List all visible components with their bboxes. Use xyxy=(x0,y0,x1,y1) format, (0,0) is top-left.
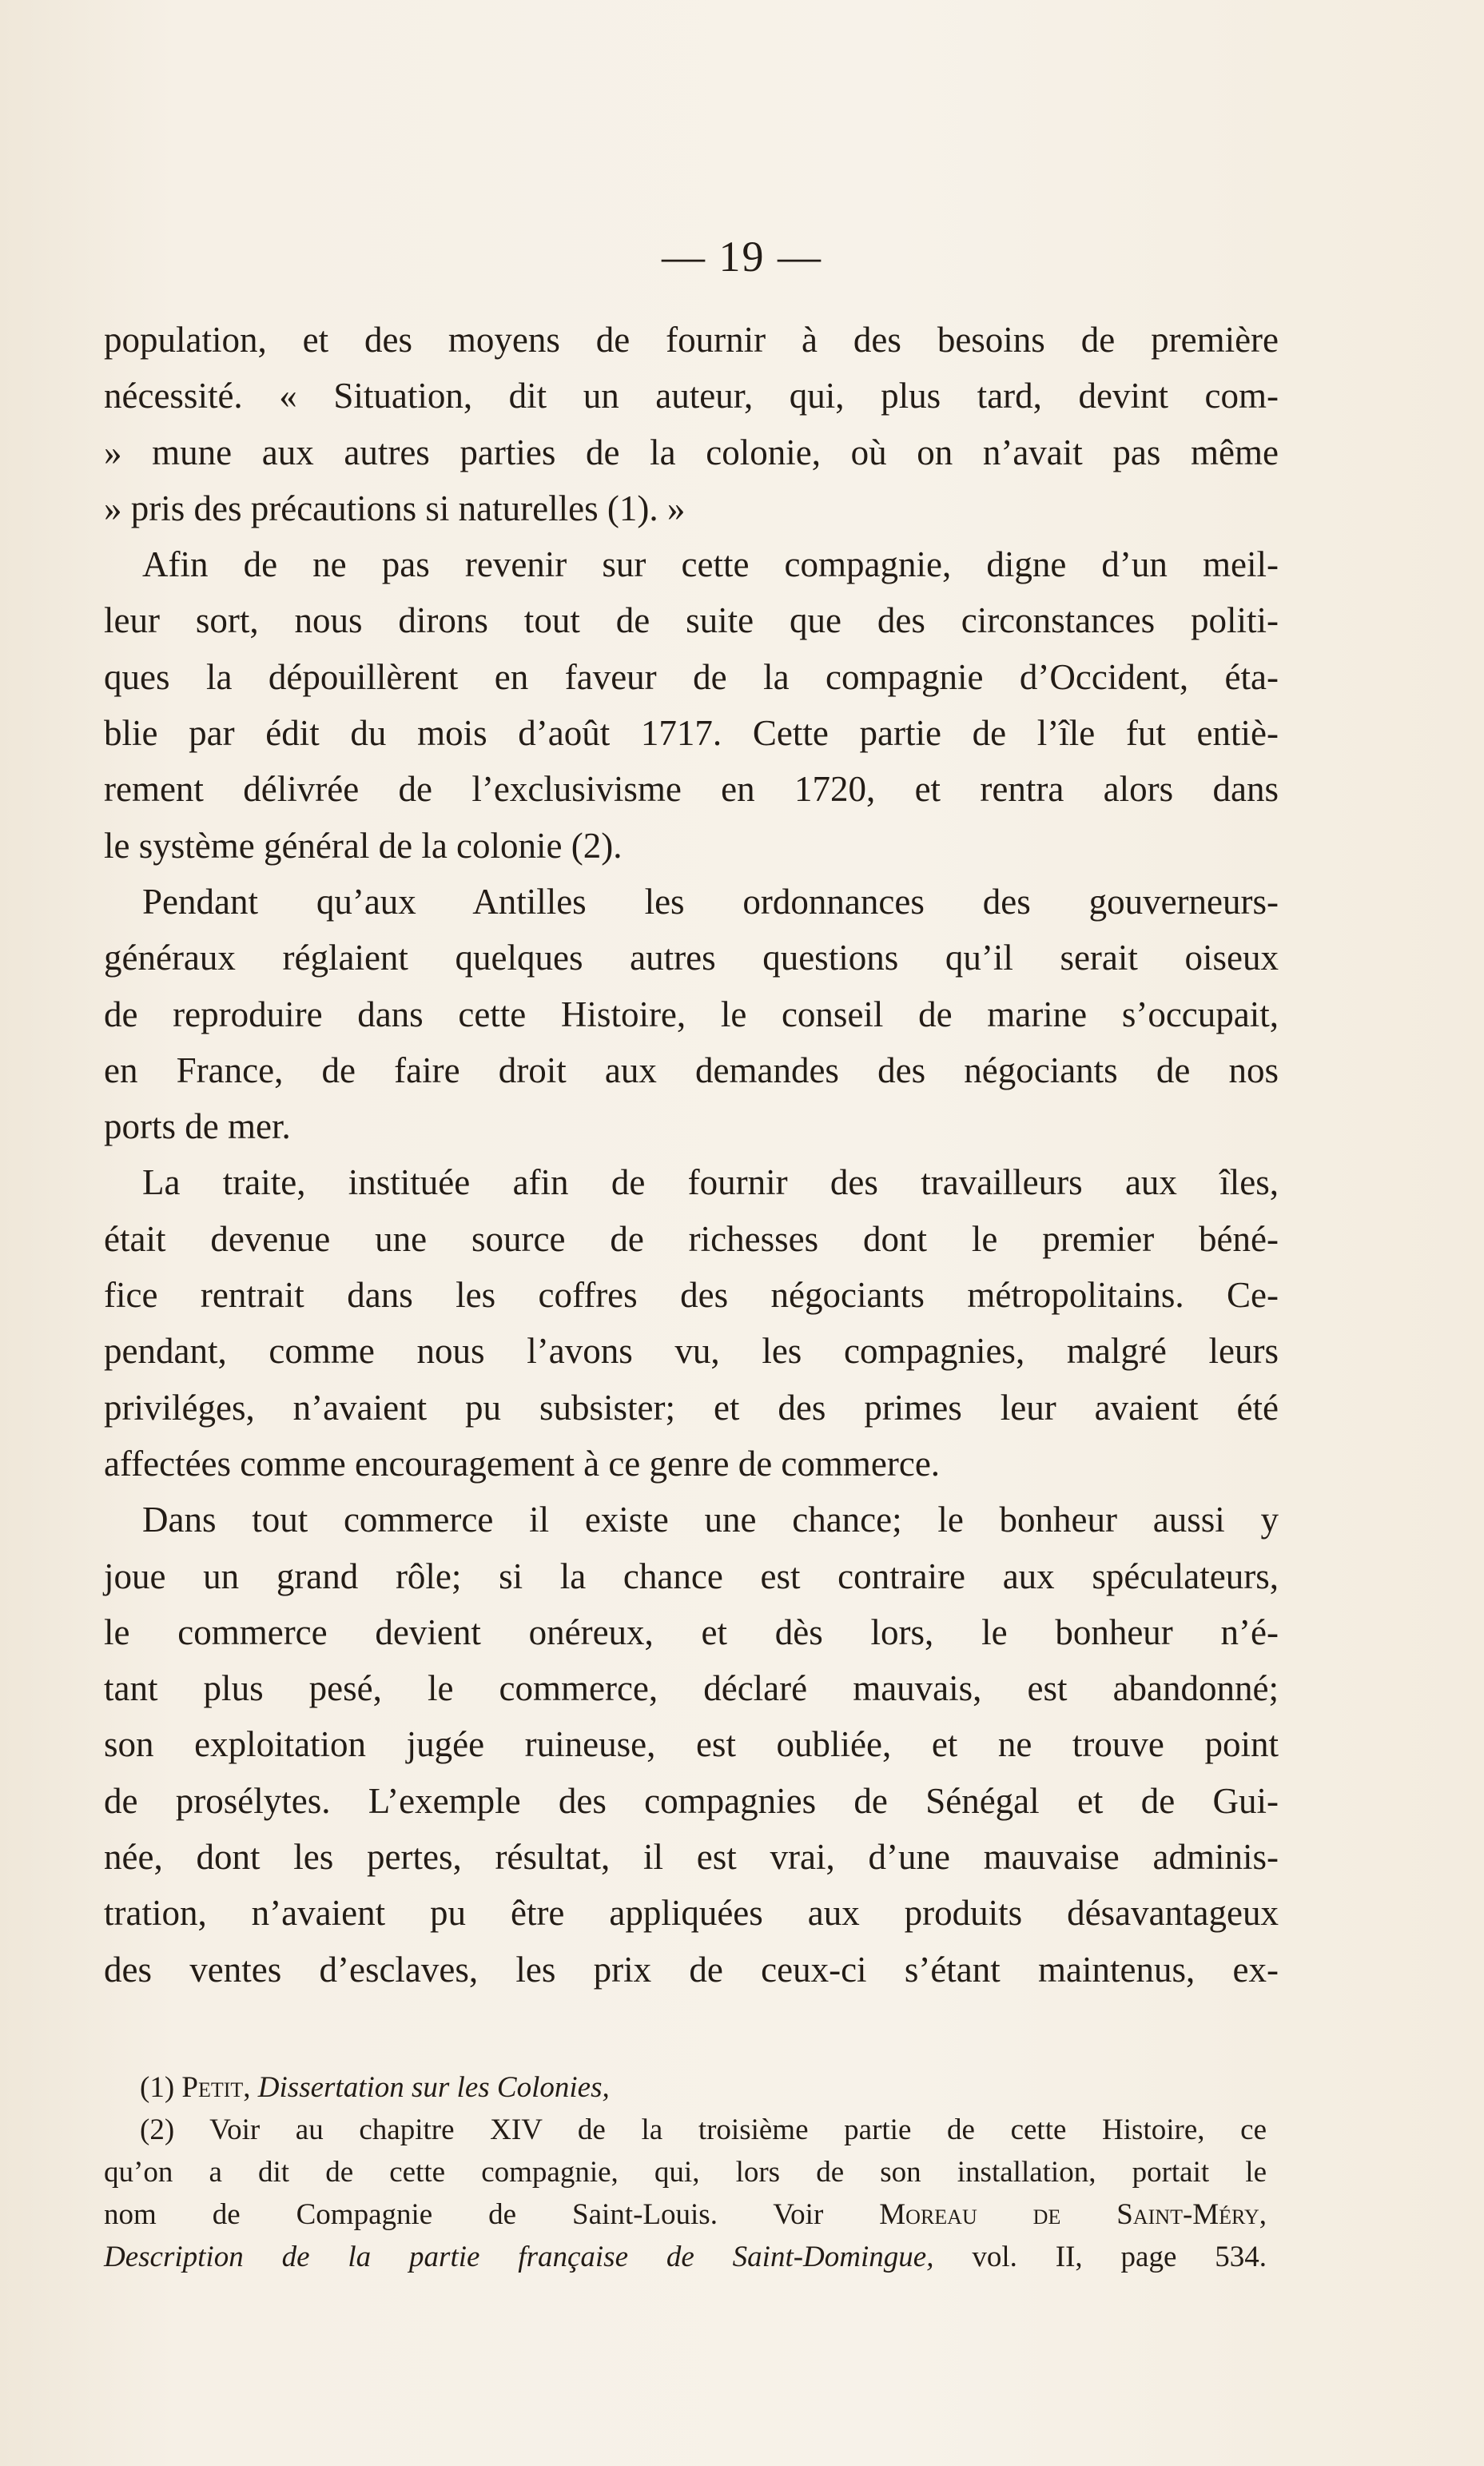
paragraph-start: Pendant qu’aux Antilles les ordonnances des gouverneurs- xyxy=(142,881,1279,922)
text-line: généraux réglaient quelques autres questions qu’il serait oiseux xyxy=(104,938,1279,978)
text-line: était devenue une source de richesses dont le premier béné- xyxy=(104,1218,1279,1259)
text-line: priviléges, n’avaient pu subsister; et des primes leur avaient été xyxy=(104,1387,1279,1428)
paragraph-start: Dans tout commerce il existe une chance; le bonheur aussi y xyxy=(142,1500,1279,1540)
text-line: le système général de la colonie (2). xyxy=(104,825,623,866)
footnote-mark: (1) xyxy=(140,2071,175,2104)
text-line: de reproduire dans cette Histoire, le conseil de marine s’occupait, xyxy=(104,994,1279,1034)
paragraph-start: Afin de ne pas revenir sur cette compagnie, digne d’un meil- xyxy=(142,544,1279,585)
main-text xyxy=(104,312,1279,1998)
text-line: joue un grand rôle; si la chance est contraire aux spéculateurs, xyxy=(104,1556,1279,1596)
text-line: rement délivrée de l’exclusivisme en 1720, et rentra alors dans xyxy=(104,769,1279,810)
footnote-2-line xyxy=(104,2193,1267,2236)
text-line: affectées comme encouragement à ce genre de commerce. xyxy=(104,1443,941,1484)
text-line: le commerce devient onéreux, et dès lors, le bonheur n’é- xyxy=(104,1611,1279,1652)
footnote-author: Moreau de Saint-Méry, xyxy=(879,2198,1267,2231)
page-number: — 19 — xyxy=(662,233,822,281)
text-line: » mune aux autres parties de la colonie, où on n’avait pas même xyxy=(104,432,1279,472)
text-line: née, dont les pertes, résultat, il est vrai, d’une mauvaise adminis- xyxy=(104,1837,1279,1878)
footnote-text: nom de Compagnie de Saint-Louis. Voir xyxy=(104,2198,824,2231)
text-line: nécessité. « Situation, dit un auteur, qui, plus tard, devint com- xyxy=(104,376,1279,416)
footnote-2-line xyxy=(104,2236,1267,2278)
footnote-1 xyxy=(140,2066,1267,2109)
text-line: leur sort, nous dirons tout de suite que des circonstances politi- xyxy=(104,600,1279,641)
text-line: population, et des moyens de fournir à des besoins de première xyxy=(104,320,1279,360)
text-line: » pris des précautions si naturelles (1). » xyxy=(104,488,686,528)
footnote-2-line: qu’on a dit de cette compagnie, qui, lors de son installation, portait le xyxy=(104,2156,1267,2189)
text-line: fice rentrait dans les coffres des négociants métropolitains. Ce- xyxy=(104,1275,1279,1316)
text-line: blie par édit du mois d’août 1717. Cette partie de l’île fut entiè- xyxy=(104,713,1279,754)
text-line: des ventes d’esclaves, les prix de ceux-ci s’étant maintenus, ex- xyxy=(104,1949,1279,1990)
paragraph-start: La traite, instituée afin de fournir des travailleurs aux îles, xyxy=(142,1162,1279,1203)
footnote-author: Petit, xyxy=(181,2071,251,2104)
footnote-title: Description de la partie française de Saint-Domingue, xyxy=(104,2241,934,2273)
text-line: son exploitation jugée ruineuse, est oubliée, et ne trouve point xyxy=(104,1724,1279,1765)
text-line: en France, de faire droit aux demandes des négociants de nos xyxy=(104,1050,1279,1090)
footnote-title: Dissertation sur les Colonies, xyxy=(257,2071,610,2104)
text-line: tant plus pesé, le commerce, déclaré mauvais, est abandonné; xyxy=(104,1668,1279,1709)
text-line: pendant, comme nous l’avons vu, les compagnies, malgré leurs xyxy=(104,1331,1279,1372)
footnote-2-line: (2) Voir au chapitre XIV de la troisième partie de cette Histoire, ce xyxy=(140,2113,1267,2146)
footnotes xyxy=(104,2066,1267,2278)
text-line: tration, n’avaient pu être appliquées aux produits désavantageux xyxy=(104,1893,1279,1934)
text-line: ques la dépouillèrent en faveur de la compagnie d’Occident, éta- xyxy=(104,656,1279,697)
text-line: de prosélytes. L’exemple des compagnies de Sénégal et de Gui- xyxy=(104,1780,1279,1821)
text-line: ports de mer. xyxy=(104,1106,291,1147)
footnote-text: vol. II, page 534. xyxy=(972,2241,1267,2273)
